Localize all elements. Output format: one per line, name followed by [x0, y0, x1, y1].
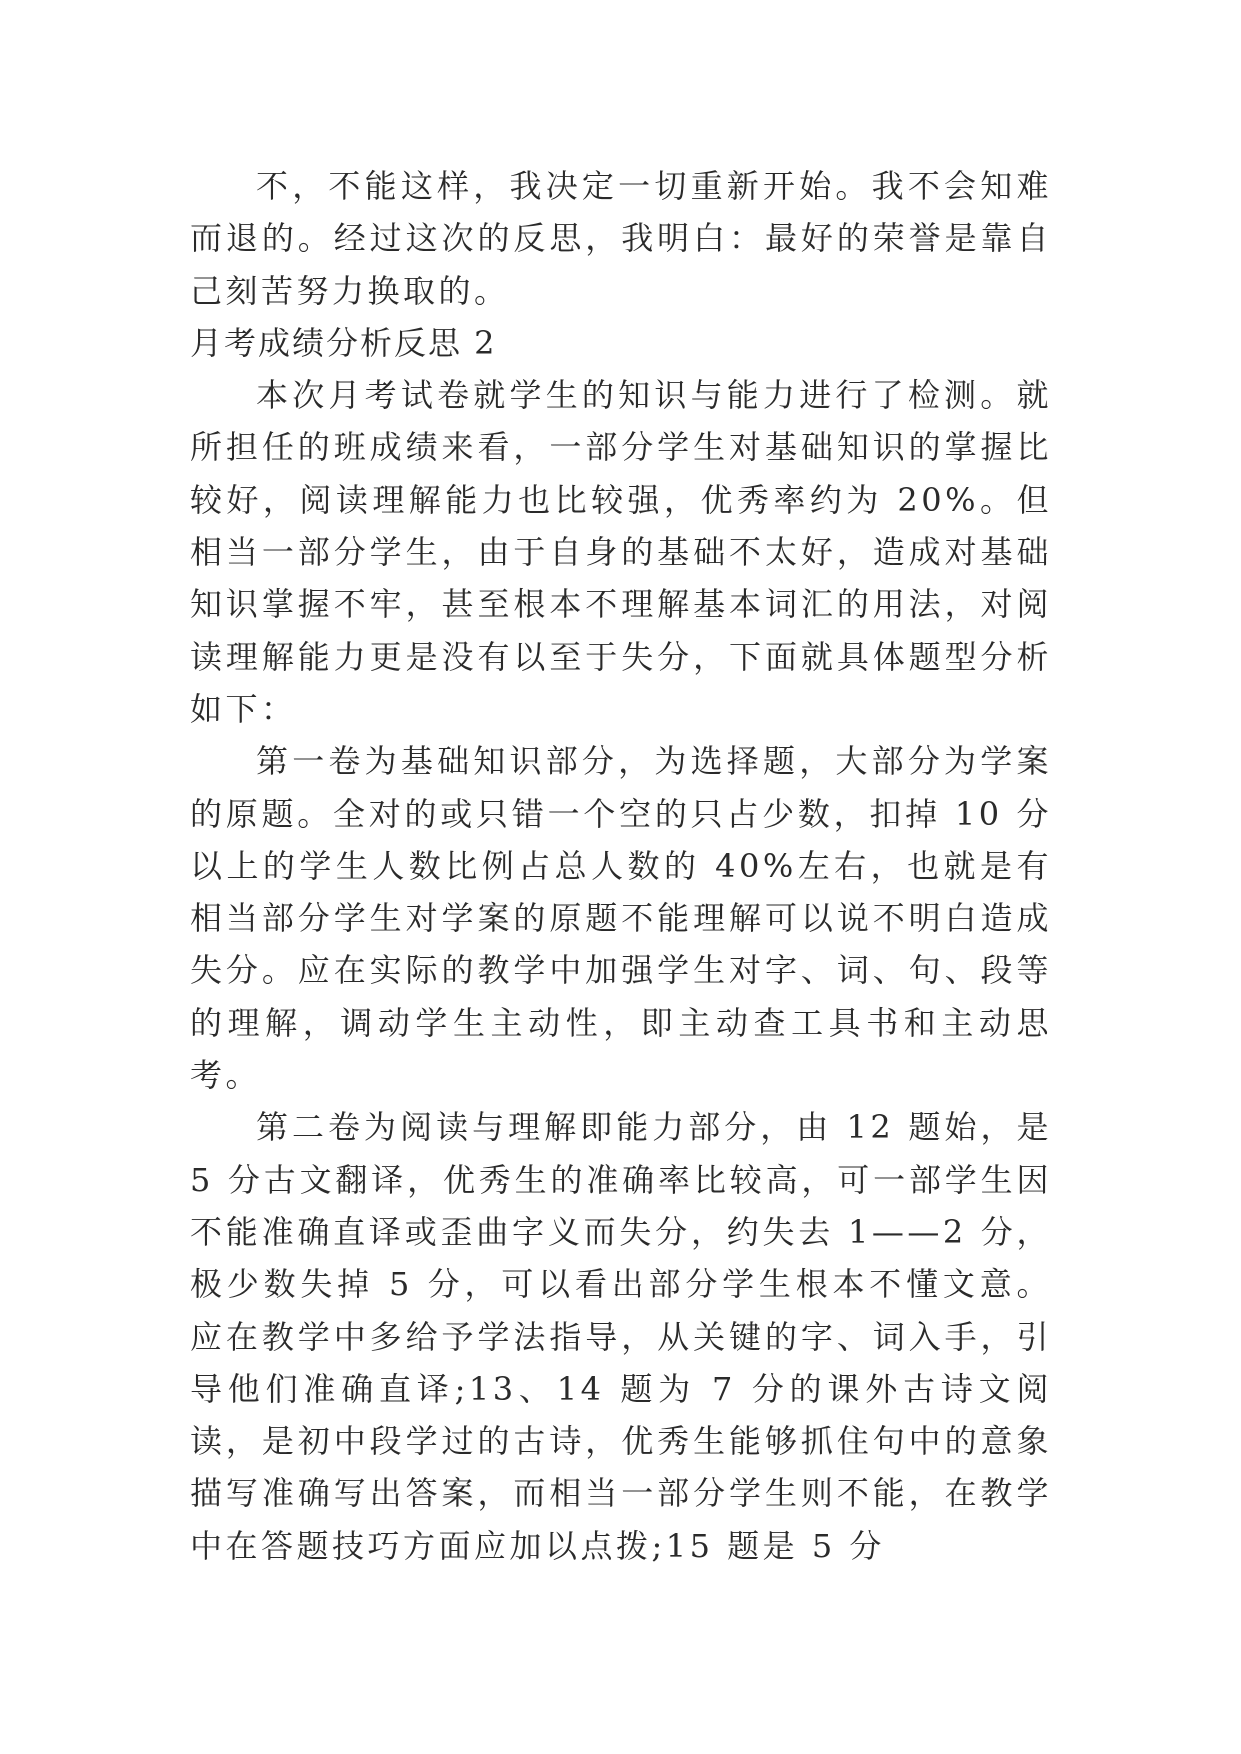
paragraph-volume-one: 第一卷为基础知识部分，为选择题，大部分为学案的原题。全对的或只错一个空的只占少数，扣掉 10 分以上的学生人数比例占总人数的 40%左右，也就是有相当部分学生对学案的原题不能理解可以说不明白造成失分。应在实际的教学中加强学生对字、词、句、段等的理解，调动学生主动性，即主动查工具书和主动思考。 [190, 742, 1052, 1095]
paragraph-conclusion: 不，不能这样，我决定一切重新开始。我不会知难而退的。经过这次的反思，我明白：最好的荣誉是靠自己刻苦努力换取的。 [190, 167, 1052, 310]
paragraph-overview: 本次月考试卷就学生的知识与能力进行了检测。就所担任的班成绩来看，一部分学生对基础知识的掌握比较好，阅读理解能力也比较强，优秀率约为 20%。但相当一部分学生，由于自身的基础不太好，造成对基础知识掌握不牢，甚至根本不理解基本词汇的用法，对阅读理解能力更是没有以至于失分，下面就具体题型分析如下： [190, 376, 1052, 728]
section-heading: 月考成绩分析反思 2 [190, 323, 497, 362]
paragraph-volume-two: 第二卷为阅读与理解即能力部分，由 12 题始，是 5 分古文翻译，优秀生的准确率比较高，可一部学生因不能准确直译或歪曲字义而失分，约失去 1——2 分，极少数失掉 5 分，可以看出部分学生根本不懂文意。应在教学中多给予学法指导，从关键的字、词入手，引导他们准确直译;13、14 题为 7 分的课外古诗文阅读，是初中段学过的古诗，优秀生能够抓住句中的意象描写准确写出答案，而相当一部分学生则不能，在教学中在答题技巧方面应加以点拨;15 题是 5 分 [190, 1108, 1052, 1565]
document-page [190, 160, 1052, 1572]
